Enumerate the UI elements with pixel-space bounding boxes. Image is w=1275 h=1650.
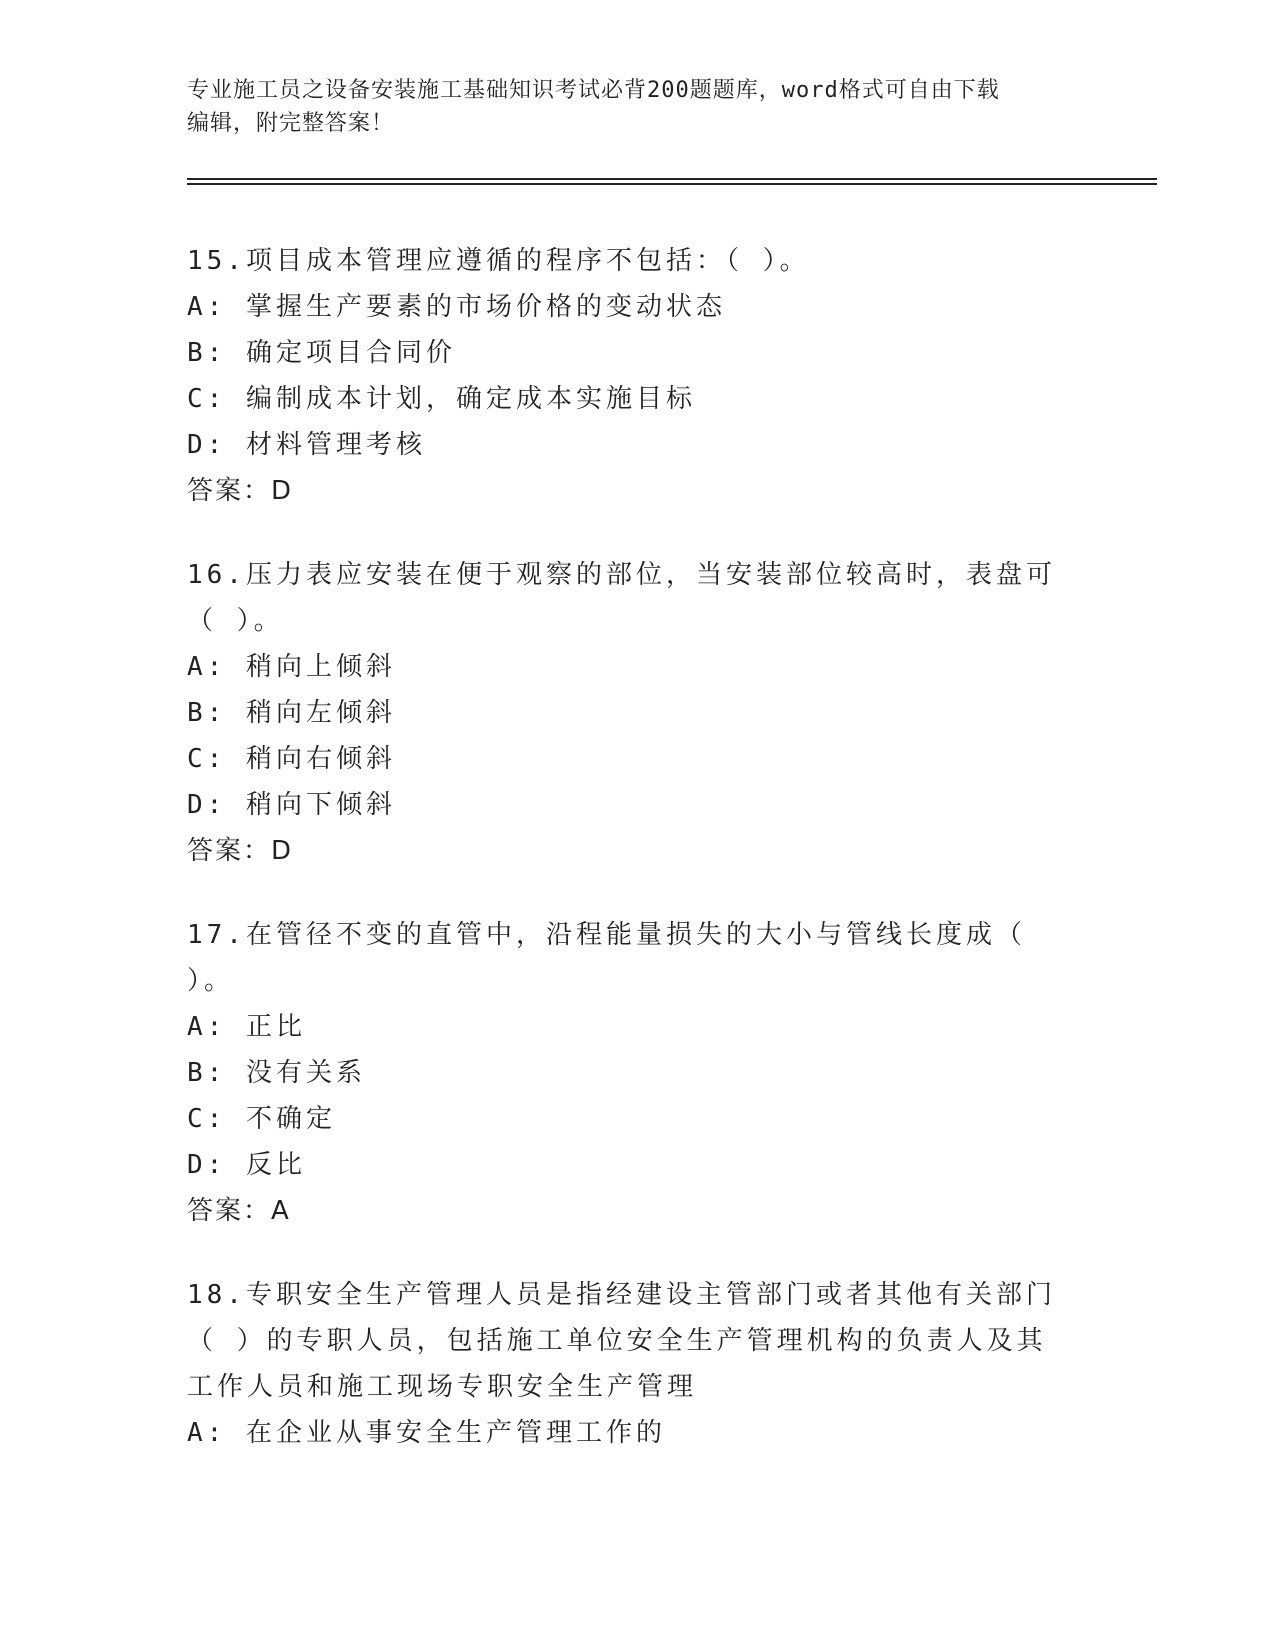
answer: 答案：D (187, 836, 294, 866)
question-17 (187, 912, 1067, 1234)
option-c: C: 编制成本计划，确定成本实施目标 (187, 384, 696, 414)
question-text: 15.项目成本管理应遵循的程序不包括：（ ）。 (187, 246, 810, 276)
option-d: D: 材料管理考核 (187, 430, 426, 460)
header-line-2: 编辑，附完整答案！ (187, 111, 395, 136)
header-divider-bottom (187, 183, 1157, 185)
option-b: B: 稍向左倾斜 (187, 698, 396, 728)
question-15 (187, 238, 1067, 514)
option-d: D: 稍向下倾斜 (187, 790, 396, 820)
option-a: A: 在企业从事安全生产管理工作的 (187, 1418, 666, 1448)
option-a: A: 掌握生产要素的市场价格的变动状态 (187, 292, 726, 322)
option-d: D: 反比 (187, 1150, 306, 1180)
header-divider-top (187, 178, 1157, 180)
header-line-1: 专业施工员之设备安装施工基础知识考试必背200题题库，word格式可自由下载 (187, 78, 1000, 103)
document-header (187, 74, 1087, 140)
question-text: 16.压力表应安装在便于观察的部位，当安装部位较高时，表盘可（ ）。 (187, 560, 1056, 636)
option-b: B: 确定项目合同价 (187, 338, 456, 368)
question-text: 17.在管径不变的直管中，沿程能量损失的大小与管线长度成（ ）。 (187, 920, 1026, 996)
question-16 (187, 552, 1067, 874)
question-list (187, 238, 1067, 1494)
option-c: C: 稍向右倾斜 (187, 744, 396, 774)
question-text: 18.专职安全生产管理人员是指经建设主管部门或者其他有关部门（ ）的专职人员，包括施工单位安全生产管理机构的负责人及其工作人员和施工现场专职安全生产管理 (187, 1280, 1056, 1402)
answer: 答案：A (187, 1196, 291, 1226)
question-18 (187, 1272, 1067, 1456)
answer: 答案：D (187, 476, 294, 506)
option-c: C: 不确定 (187, 1104, 336, 1134)
option-a: A: 正比 (187, 1012, 306, 1042)
option-a: A: 稍向上倾斜 (187, 652, 396, 682)
option-b: B: 没有关系 (187, 1058, 366, 1088)
